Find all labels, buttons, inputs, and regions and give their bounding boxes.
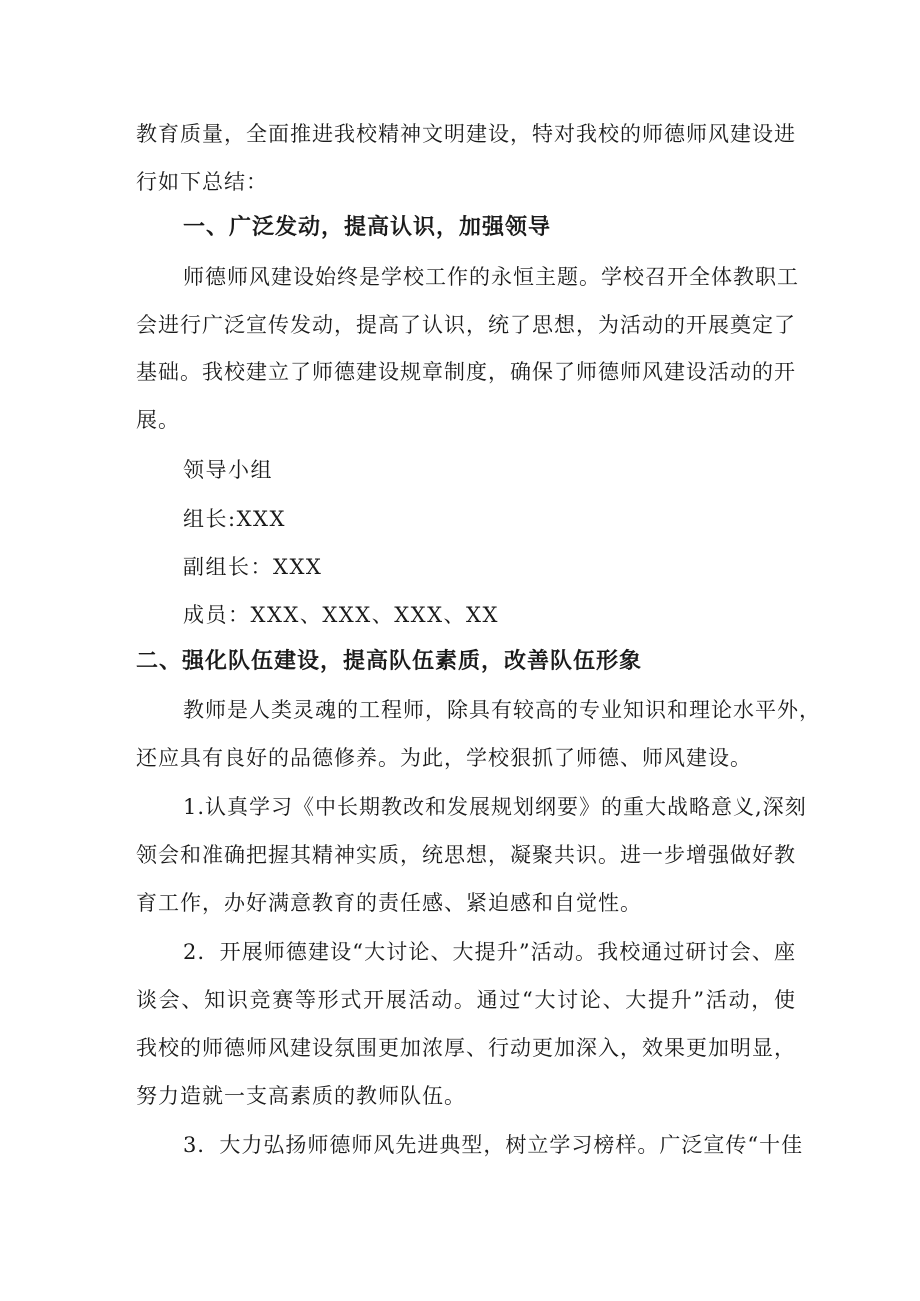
group-members: 成员：XXX、XXX、XXX、XX [183, 603, 499, 627]
paragraph-line: 行如下总结： [136, 170, 268, 194]
section-heading: 二、强化队伍建设，提高队伍素质，改善队伍形象 [136, 649, 643, 674]
list-item-line: 谈会、知识竞赛等形式开展活动。通过“大讨论、大提升”活动，使 [136, 988, 796, 1012]
paragraph-line: 教育质量，全面推进我校精神文明建设，特对我校的师德师风建设进 [136, 122, 796, 146]
paragraph-line: 基础。我校建立了师德建设规章制度，确保了师德师风建设活动的开 [136, 360, 796, 384]
paragraph-line: 师德师风建设始终是学校工作的永恒主题。学校召开全体教职工 [183, 265, 799, 289]
paragraph-line: 还应具有良好的品德修养。为此，学校狠抓了师德、师风建设。 [136, 746, 752, 770]
list-item-line: 2．开展师德建设“大讨论、大提升”活动。我校通过研讨会、座 [183, 940, 796, 964]
paragraph-line: 教师是人类灵魂的工程师，除具有较高的专业知识和理论水平外， [183, 698, 821, 722]
group-title: 领导小组 [183, 458, 273, 482]
list-item-line: 领会和准确把握其精神实质，统思想，凝聚共识。进一步增强做好教 [136, 843, 796, 867]
group-leader: 组长:XXX [183, 507, 286, 531]
list-item-line: 3．大力弘扬师德师风先进典型，树立学习榜样。广泛宣传“十佳 [183, 1133, 804, 1157]
group-deputy: 副组长：XXX [183, 555, 323, 579]
list-item-line: 努力造就一支高素质的教师队伍。 [136, 1084, 466, 1108]
list-item-line: 我校的师德师风建设氛围更加浓厚、行动更加深入，效果更加明显， [136, 1036, 796, 1060]
paragraph-line: 展。 [136, 408, 180, 432]
list-item-line: 育工作，办好满意教育的责任感、紧迫感和自觉性。 [136, 891, 642, 915]
paragraph-line: 会进行广泛宣传发动，提高了认识，统了思想，为活动的开展奠定了 [136, 313, 796, 337]
section-heading: 一、广泛发动，提高认识，加强领导 [183, 215, 552, 240]
list-item-line: 1.认真学习《中长期教改和发展规划纲要》的重大战略意义,深刻 [183, 795, 807, 819]
